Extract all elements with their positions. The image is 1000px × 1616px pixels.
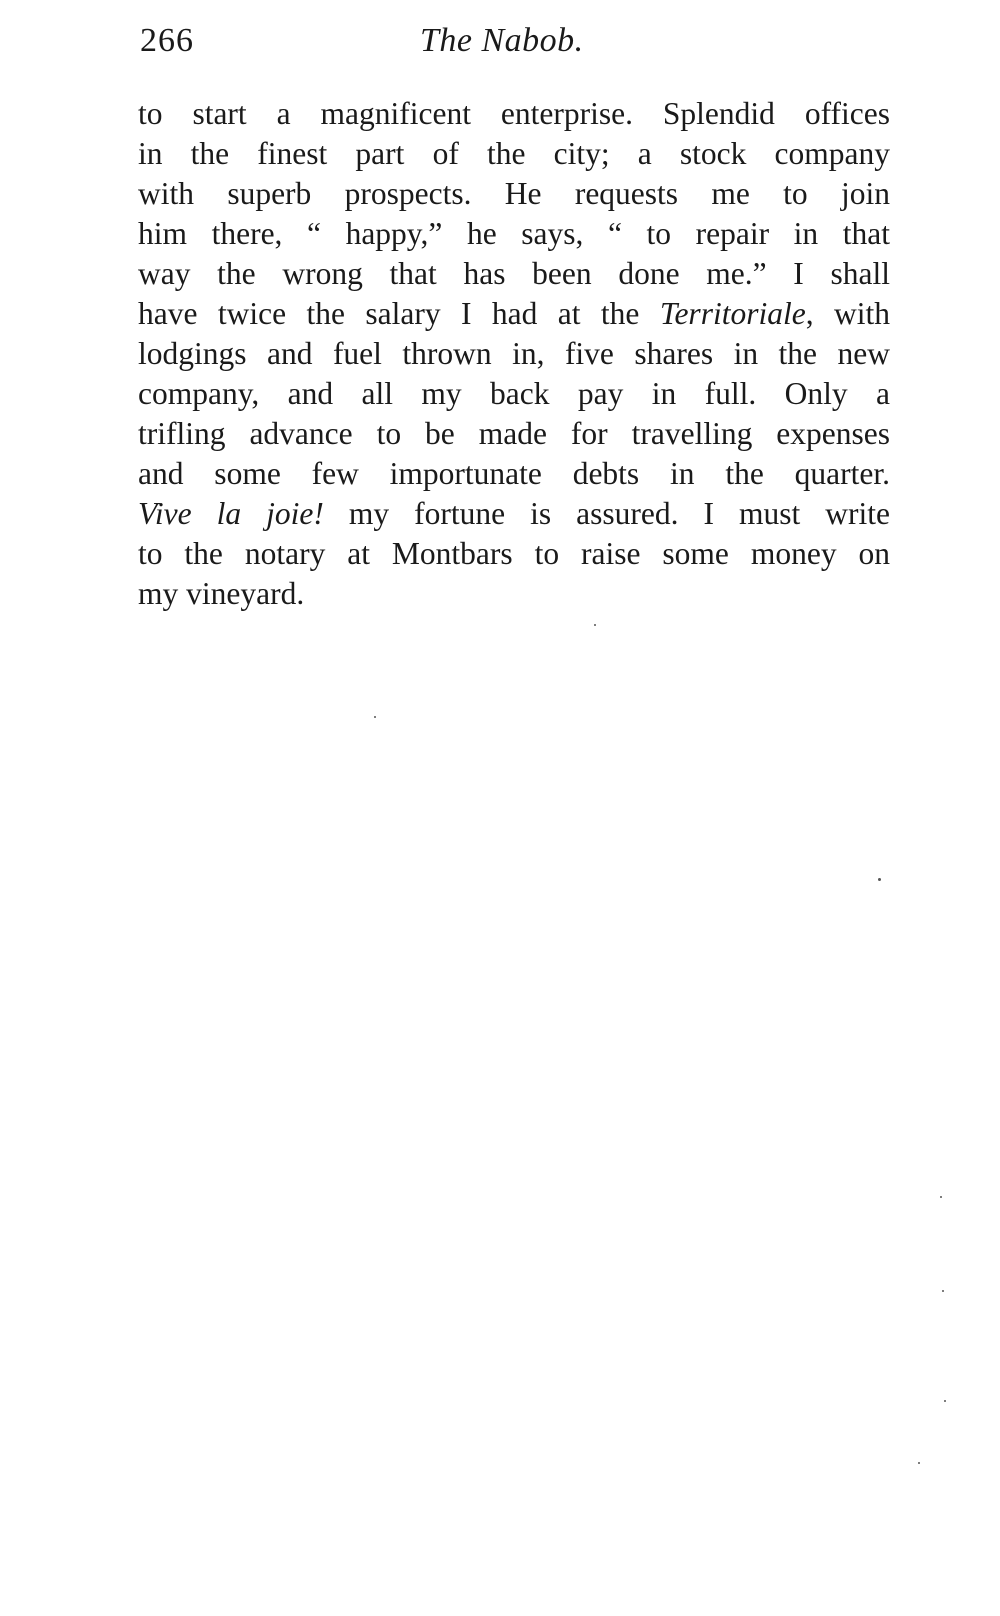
text-line: lodgings and fuel thrown in, five shares in the new xyxy=(138,336,890,371)
text-line: have twice the salary I had at the Territoriale, with xyxy=(138,296,890,331)
paper-speck xyxy=(942,1290,944,1292)
text-line: to the notary at Montbars to raise some money on xyxy=(138,536,890,571)
text-line: and some few importunate debts in the quarter. xyxy=(138,456,890,491)
page-number: 266 xyxy=(140,22,194,59)
italic-text: Territoriale xyxy=(659,296,806,331)
text-line: way the wrong that has been done me.” I shall xyxy=(138,256,890,291)
text-line: trifling advance to be made for travelling expenses xyxy=(138,416,890,451)
text-line: company, and all my back pay in full. Only a xyxy=(138,376,890,411)
paper-speck xyxy=(940,1196,942,1198)
text-line: to start a magnificent enterprise. Splendid offices xyxy=(138,96,890,131)
paper-speck xyxy=(878,878,881,881)
paper-speck xyxy=(944,1400,946,1402)
paper-speck xyxy=(594,624,596,626)
text-line: him there, “ happy,” he says, “ to repair in that xyxy=(138,216,890,251)
text-line: with superb prospects. He requests me to join xyxy=(138,176,890,211)
text-line: Vive la joie! my fortune is assured. I must write xyxy=(138,496,891,531)
text-line: my vineyard. xyxy=(138,576,305,611)
paper-speck xyxy=(918,1462,920,1464)
running-title: The Nabob. xyxy=(420,22,584,59)
body-text xyxy=(138,94,890,614)
paper-speck xyxy=(374,716,376,718)
running-head xyxy=(140,22,900,72)
text-line: in the finest part of the city; a stock company xyxy=(138,136,890,171)
italic-text: Vive la joie! xyxy=(138,496,324,531)
